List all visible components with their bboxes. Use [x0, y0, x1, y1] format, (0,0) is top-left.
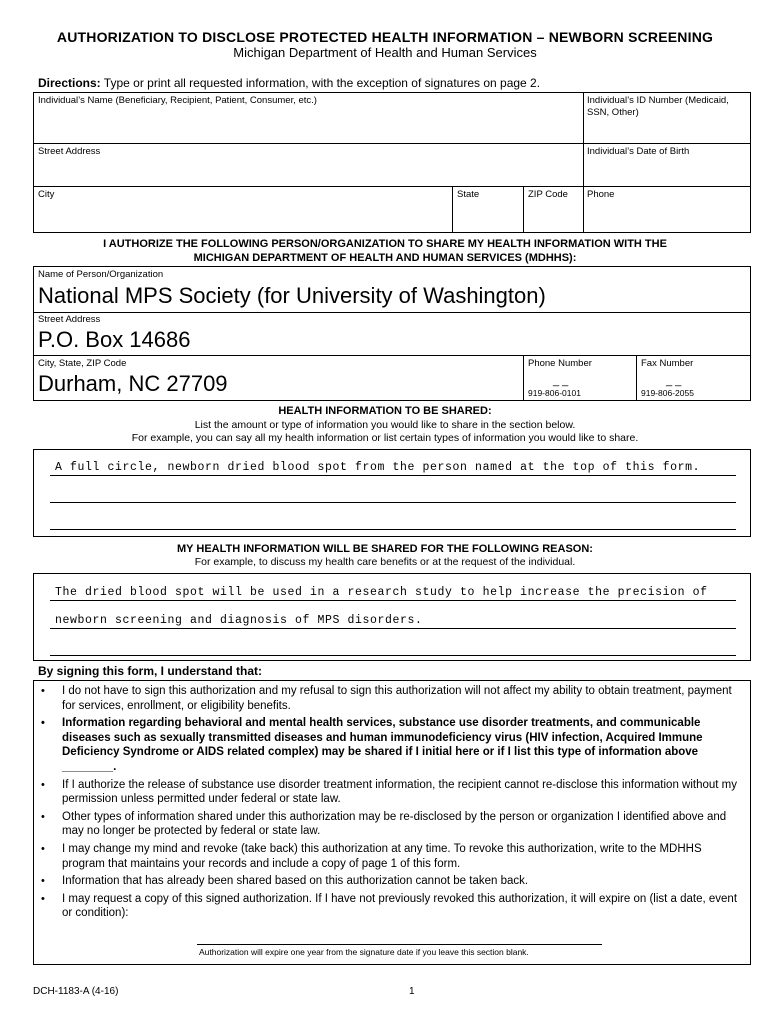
org-name-value[interactable]: National MPS Society (for University of Washington) — [38, 283, 546, 308]
individual-id-field[interactable] — [583, 92, 751, 143]
health-info-heading: HEALTH INFORMATION TO BE SHARED: — [278, 405, 492, 417]
org-fax-label: Fax Number — [641, 358, 694, 369]
individual-city-field[interactable] — [33, 186, 452, 233]
reason-line1[interactable]: The dried blood spot will be used in a research study to help increase the precision of — [55, 586, 708, 599]
individual-name-label: Individual’s Name (Beneficiary, Recipient, Patient, Consumer, etc.) — [38, 95, 317, 106]
org-csz-value[interactable]: Durham, NC 27709 — [38, 371, 228, 396]
individual-street-field[interactable] — [33, 143, 583, 186]
department-name: Michigan Department of Health and Human Services — [233, 45, 537, 60]
org-name-label: Name of Person/Organization — [38, 269, 164, 280]
org-csz-label: City, State, ZIP Code — [38, 358, 127, 369]
org-fax-value[interactable]: 919-806-2055 — [641, 388, 694, 398]
org-street-label: Street Address — [38, 314, 101, 325]
health-info-instruction1: List the amount or type of information you would like to share in the section below. — [194, 419, 576, 431]
reason-instruction: For example, to discuss my health care benefits or at the request of the individual. — [194, 556, 576, 568]
org-street-value[interactable]: P.O. Box 14686 — [38, 327, 191, 352]
directions-text: Type or print all requested information, with the exception of signatures on page 2. — [100, 76, 541, 90]
expire-input-line[interactable] — [197, 944, 602, 945]
individual-city-label: City — [38, 189, 55, 200]
individual-name-field[interactable] — [33, 92, 583, 143]
reason-heading: MY HEALTH INFORMATION WILL BE SHARED FOR THE FOLLOWING REASON: — [177, 543, 593, 555]
understand-bullet-2: • Information regarding behavioral and mental health services, substance use disorder treatments, and communicable diseases such as sexually transmitted diseases and human immunodeficiency virus (HIV infection, Acquired Immune Deficiency Syndrome or AIDS related complex) may be shared if I initial here or if I list this type of information above ________. — [37, 716, 743, 774]
individual-dob-field[interactable] — [583, 143, 751, 186]
health-info-value[interactable]: A full circle, newborn dried blood spot from the person named at the top of this form. — [55, 461, 701, 474]
form-title: AUTHORIZATION TO DISCLOSE PROTECTED HEALTH INFORMATION – NEWBORN SCREENING — [56, 29, 714, 45]
individual-phone-field[interactable] — [583, 186, 751, 233]
individual-state-field[interactable] — [452, 186, 523, 233]
understand-heading: By signing this form, I understand that: — [38, 664, 263, 678]
individual-zip-label: ZIP Code — [528, 189, 568, 200]
directions-label: Directions: — [38, 76, 101, 90]
understand-list — [37, 684, 743, 924]
org-phone-dashes: _ _ — [553, 375, 569, 387]
understand-bullet-6: • Information that has already been shared based on this authorization cannot be taken back. — [37, 874, 743, 889]
authorize-heading-line1: I AUTHORIZE THE FOLLOWING PERSON/ORGANIZATION TO SHARE MY HEALTH INFORMATION WITH THE — [103, 238, 667, 250]
individual-street-label: Street Address — [38, 146, 101, 157]
page-number: 1 — [409, 986, 415, 997]
org-phone-value[interactable]: 919-806-0101 — [528, 388, 581, 398]
expire-note: Authorization will expire one year from the signature date if you leave this section blank. — [199, 947, 529, 957]
directions — [38, 76, 540, 90]
understand-bullet-1: • I do not have to sign this authorization and my refusal to sign this authorization will not affect my ability to obtain treatment, payment for services, enrollment, or eligibility benefits. — [37, 684, 743, 713]
understand-bullet-3: • If I authorize the release of substance use disorder treatment information, the recipient cannot re-disclose this information without my permission unless permitted under federal or state law. — [37, 778, 743, 807]
authorize-heading-line2: MICHIGAN DEPARTMENT OF HEALTH AND HUMAN SERVICES (MDHHS): — [193, 252, 577, 264]
form-id: DCH-1183-A (4-16) — [33, 986, 119, 997]
understand-bullet-7: • I may request a copy of this signed authorization. If I have not previously revoked this authorization, it will expire on (list a date, event or condition): — [37, 892, 743, 921]
reason-line2[interactable]: newborn screening and diagnosis of MPS disorders. — [55, 614, 423, 627]
org-phone-label: Phone Number — [528, 358, 592, 369]
individual-dob-label: Individual’s Date of Birth — [587, 146, 690, 157]
individual-phone-label: Phone — [587, 189, 615, 200]
individual-state-label: State — [457, 189, 480, 200]
health-info-instruction2: For example, you can say all my health information or list certain types of information you would like to share. — [131, 432, 639, 444]
individual-zip-field[interactable] — [523, 186, 583, 233]
understand-bullet-4: • Other types of information shared under this authorization may be re-disclosed by the person or organization I identified above and may no longer be protected by federal or state law. — [37, 810, 743, 839]
org-fax-dashes: _ _ — [666, 375, 682, 387]
understand-bullet-5: • I may change my mind and revoke (take back) this authorization at any time. To revoke this authorization, write to the MDHHS program that maintains your records and include a copy of page 1 of this form. — [37, 842, 743, 871]
individual-id-label: Individual’s ID Number (Medicaid, SSN, Other) — [587, 95, 729, 118]
